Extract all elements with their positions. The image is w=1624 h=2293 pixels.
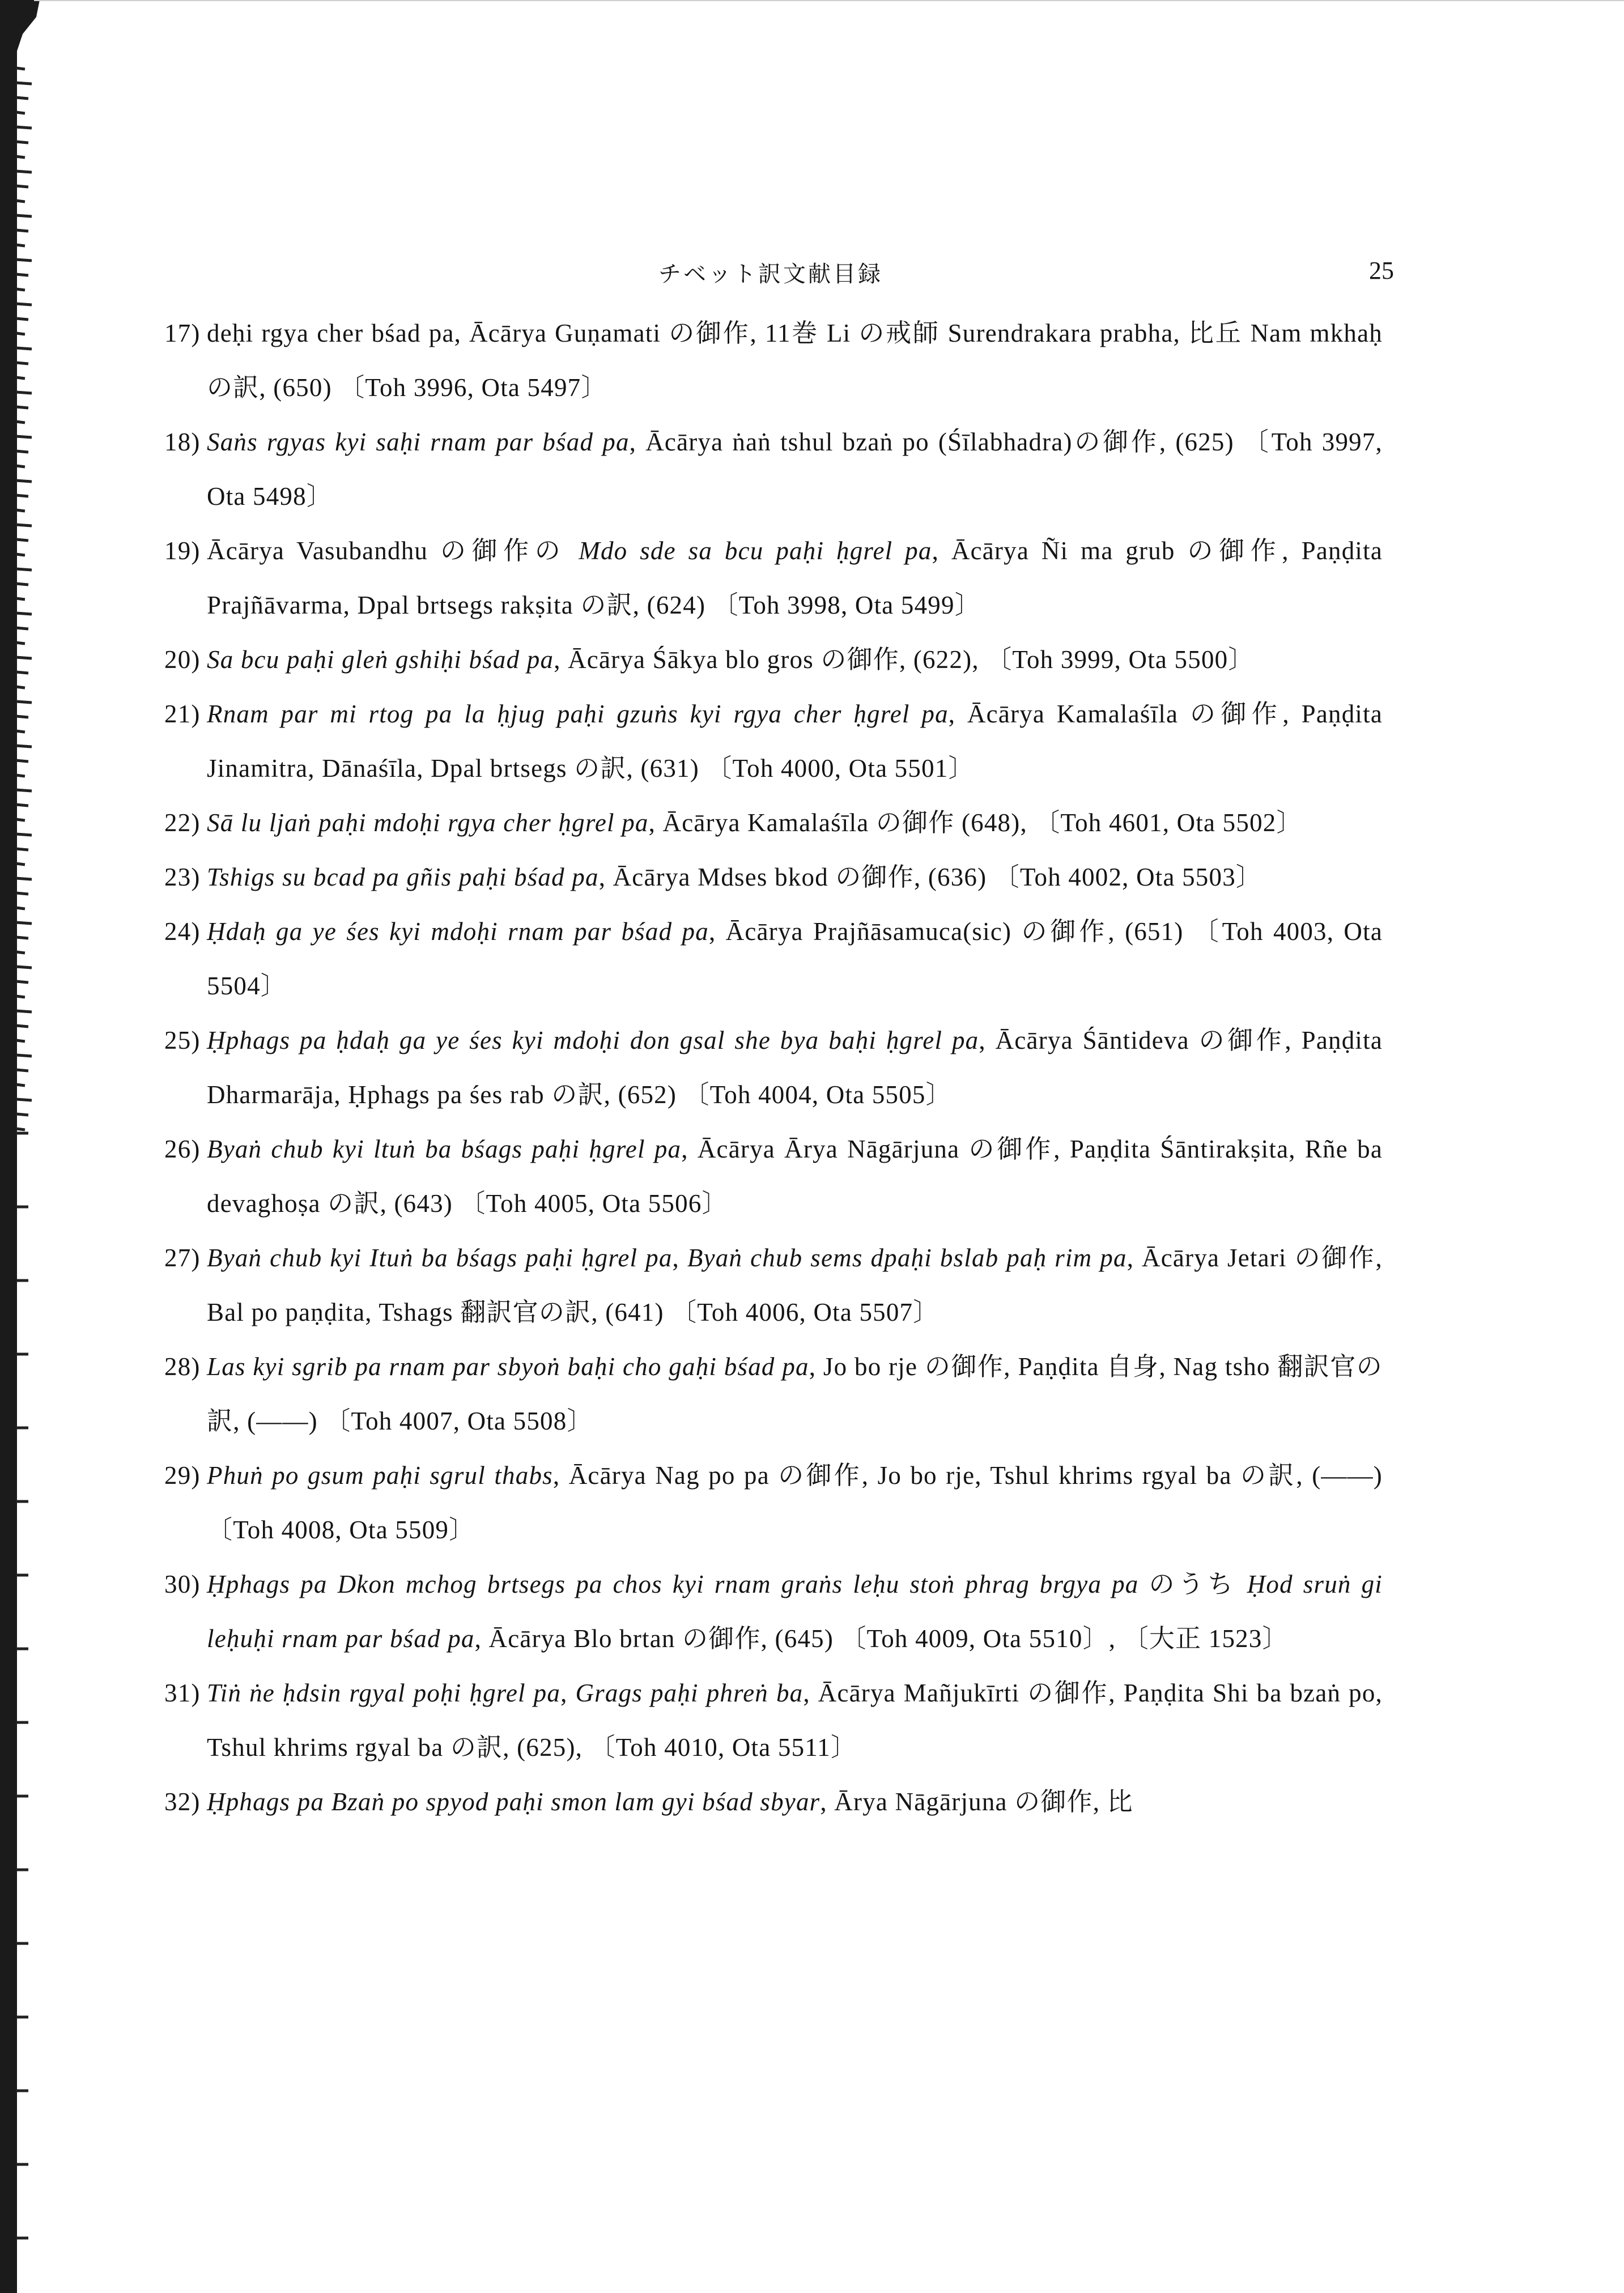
entry-text: , Ācārya Jetari の御作, Bal po paṇḍita, Tshags 翻訳官の訳, (641) 〔Toh 4006, Ota 5507〕 [207,1244,1383,1326]
entry-number: 26) [164,1135,201,1163]
entry-title-italic: Byaṅ chub kyi ltuṅ ba bśags paḥi ḥgrel pa [207,1135,682,1163]
entry-number: 17) [164,319,201,347]
entry-title-italic: Sā lu ljaṅ paḥi mdoḥi rgya cher ḥgrel pa [207,809,649,837]
scanned-binding-edge [0,0,46,2293]
entry-number: 28) [164,1352,201,1381]
entry-text: のうち [1138,1570,1247,1598]
bibliography-entry [153,1666,1383,1775]
bibliography-entry [153,687,1383,795]
entry-title-italic: Ḥod sruṅ gi leḥuḥi rnam par bśad pa [207,1570,1383,1653]
bibliography-entry [153,1339,1383,1448]
entry-text: , Ācārya Nag po pa の御作, Jo bo rje, Tshul khrims rgyal ba の訳, (——)〔Toh 4008, Ota 5509〕 [207,1461,1383,1544]
entry-text: deḥi rgya cher bśad pa, Ācārya Guṇamati の御作, 11巻 Li の戒師 Surendrakara prabha, 比丘 Nam mkhaḥ の訳, (650) 〔Toh 3996, Ota 5497〕 [207,319,1383,402]
entry-text: , Ācārya Ārya Nāgārjuna の御作, Paṇḍita Śāntirakṣita, Rñe ba devaghoṣa の訳, (643) 〔Toh 4005, Ota 5506〕 [207,1135,1383,1218]
bibliography-list [153,306,1383,1829]
entry-number: 31) [164,1679,201,1707]
entry-number: 19) [164,537,201,565]
bibliography-entry [153,1122,1383,1231]
entry-number: 30) [164,1570,201,1598]
entry-text: , Ācārya Blo brtan の御作, (645) 〔Toh 4009, Ota 5510〕, 〔大正 1523〕 [474,1624,1289,1653]
entry-title-italic: Ḥphags pa Dkon mchog brtsegs pa chos kyi rnam graṅs leḥu stoṅ phrag brgya pa [207,1570,1139,1598]
bibliography-entry [153,1231,1383,1339]
entry-text: , Ācārya ṅaṅ tshul bzaṅ po (Śīlabhadra)の御作, (625) 〔Toh 3997, Ota 5498〕 [207,428,1383,510]
entry-text: , Ācārya Kamalaśīla の御作, Paṇḍita Jinamitra, Dānaśīla, Dpal brtsegs の訳, (631) 〔Toh 4000, Ota 5501〕 [207,700,1383,782]
entry-text: , Ācārya Ñi ma grub の御作, Paṇḍita Prajñāvarma, Dpal brtsegs rakṣita の訳, (624) 〔Toh 3998, Ota 5499〕 [207,537,1383,619]
bibliography-entry [153,850,1383,904]
entry-title-italic: Tiṅ ṅe ḥdsin rgyal poḥi ḥgrel pa [207,1679,561,1707]
entry-title-italic: Sa bcu paḥi gleṅ gshiḥi bśad pa [207,645,554,674]
bibliography-entry [153,306,1383,415]
entry-text: , Ācārya Kamalaśīla の御作 (648), 〔Toh 4601, Ota 5502〕 [648,809,1303,837]
running-header-title: チベット訳文献目録 [658,261,883,287]
entry-title-italic: Byaṅ chub kyi Ituṅ ba bśags paḥi ḥgrel pa [207,1244,673,1272]
bibliography-entry [153,1448,1383,1557]
entry-number: 24) [164,917,201,946]
bibliography-entry [153,904,1383,1013]
entry-number: 32) [164,1788,201,1816]
entry-title-italic: Mdo sde sa bcu paḥi ḥgrel pa [579,537,932,565]
entry-number: 18) [164,428,201,456]
entry-title-italic: Byaṅ chub sems dpaḥi bslab paḥ rim pa [687,1244,1127,1272]
entry-number: 21) [164,700,201,728]
entry-title-italic: Ḥphags pa ḥdaḥ ga ye śes kyi mdoḥi don gsal she bya baḥi ḥgrel pa [207,1026,979,1054]
entry-title-italic: Grags paḥi phreṅ ba [575,1679,804,1707]
entry-text: , Ācārya Prajñāsamuca(sic) の御作, (651) 〔Toh 4003, Ota 5504〕 [207,917,1383,1000]
entry-text: , Ārya Nāgārjuna の御作, 比 [820,1788,1133,1816]
bibliography-entry [153,1557,1383,1666]
bibliography-entry [153,524,1383,632]
entry-text: , Jo bo rje の御作, Paṇḍita 自身, Nag tsho 翻訳官の訳, (——) 〔Toh 4007, Ota 5508〕 [207,1352,1383,1435]
entry-number: 22) [164,809,201,837]
entry-title-italic: Phuṅ po gsum paḥi sgrul thabs [207,1461,553,1490]
entry-title-italic: Las kyi sgrib pa rnam par sbyoṅ baḥi cho gaḥi bśad pa [207,1352,809,1381]
page-top-edge [34,0,1624,1]
entry-number: 25) [164,1026,201,1054]
entry-text: , Ācārya Mañjukīrti の御作, Paṇḍita Shi ba bzaṅ po, Tshul khrims rgyal ba の訳, (625), 〔Toh 4010, Ota 5511〕 [207,1679,1383,1762]
entry-text: , Ācārya Śākya blo gros の御作, (622), 〔Toh 3999, Ota 5500〕 [554,645,1255,674]
entry-text: , Ācārya Mdses bkod の御作, (636) 〔Toh 4002, Ota 5503〕 [598,863,1262,891]
bibliography-entry [153,795,1383,850]
entry-title-italic: Rnam par mi rtog pa la ḥjug paḥi gzuṅs kyi rgya cher ḥgrel pa [207,700,949,728]
entry-title-italic: Ḥdaḥ ga ye śes kyi mdoḥi rnam par bśad pa [207,917,709,946]
entry-title-italic: Tshigs su bcad pa gñis paḥi bśad pa [207,863,599,891]
entry-text: , [560,1679,576,1707]
bibliography-entry [153,1013,1383,1122]
entry-title-italic: Ḥphags pa Bzaṅ po spyod paḥi smon lam gyi bśad sbyar [207,1788,820,1816]
entry-text: , Ācārya Śāntideva の御作, Paṇḍita Dharmarāja, Ḥphags pa śes rab の訳, (652) 〔Toh 4004, Ota 5505〕 [207,1026,1383,1109]
entry-number: 27) [164,1244,201,1272]
entry-title-italic: Saṅs rgyas kyi saḥi rnam par bśad pa [207,428,630,456]
page-number: 25 [1369,257,1394,284]
bibliography-entry [153,632,1383,687]
entry-number: 20) [164,645,201,674]
entry-text: Ācārya Vasubandhu の御作の [207,537,579,565]
entry-number: 29) [164,1461,201,1490]
entry-text: , [672,1244,687,1272]
entry-number: 23) [164,863,201,891]
bibliography-entry [153,1775,1383,1829]
bibliography-entry [153,415,1383,524]
